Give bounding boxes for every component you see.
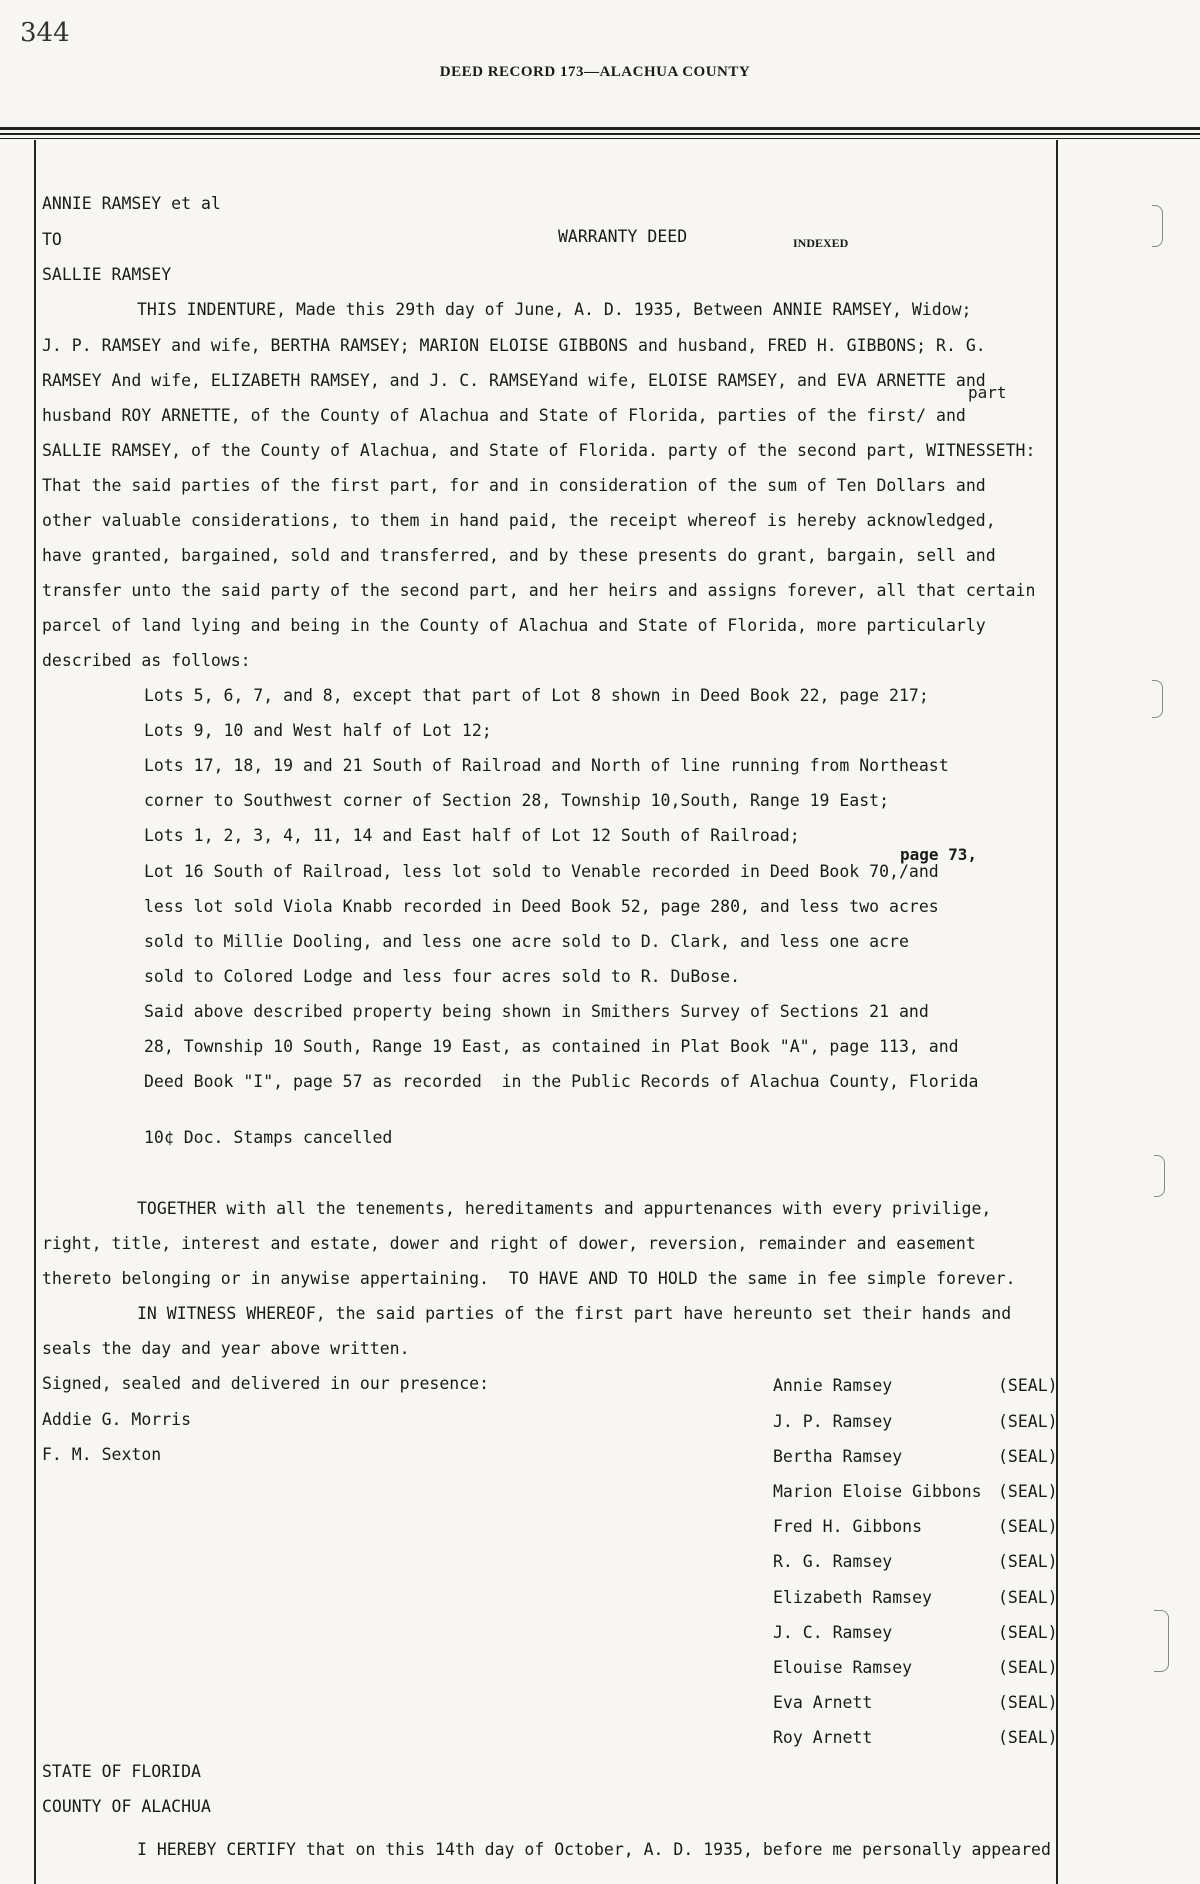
body-line: That the said parties of the first part, for and in consideration of the sum of Ten Dollars and bbox=[42, 476, 986, 495]
property-line: corner to Southwest corner of Section 28, Township 10,South, Range 19 East; bbox=[144, 791, 890, 810]
grantor-heading: ANNIE RAMSEY et al bbox=[42, 194, 221, 213]
property-line: Lots 1, 2, 3, 4, 11, 14 and East half of Lot 12 South of Railroad; bbox=[144, 826, 800, 845]
body-line: parcel of land lying and being in the County of Alachua and State of Florida, more particularly bbox=[42, 616, 986, 635]
seal-label: (SEAL) bbox=[998, 1517, 1058, 1536]
grantee-heading: SALLIE RAMSEY bbox=[42, 265, 172, 284]
seal-label: (SEAL) bbox=[998, 1552, 1058, 1571]
to-heading: TO bbox=[42, 230, 62, 249]
margin-mark bbox=[1152, 205, 1163, 247]
header-rule bbox=[0, 127, 1200, 130]
property-line: Lots 5, 6, 7, and 8, except that part of Lot 8 shown in Deed Book 22, page 217; bbox=[144, 686, 929, 705]
margin-mark bbox=[1152, 680, 1163, 718]
certify-line: I HEREBY CERTIFY that on this 14th day of October, A. D. 1935, before me personally appeared bbox=[137, 1840, 1051, 1859]
property-line: Lots 9, 10 and West half of Lot 12; bbox=[144, 721, 492, 740]
signer-name: Eva Arnett bbox=[773, 1693, 873, 1712]
seal-label: (SEAL) bbox=[998, 1693, 1058, 1712]
seal-label: (SEAL) bbox=[998, 1412, 1058, 1431]
signer-name: Fred H. Gibbons bbox=[773, 1517, 923, 1536]
signer-name: Annie Ramsey bbox=[773, 1376, 893, 1395]
header-rule bbox=[0, 133, 1200, 135]
property-line: Deed Book "I", page 57 as recorded in the Public Records of Alachua County, Florida bbox=[144, 1072, 979, 1091]
body-line: transfer unto the said party of the second part, and her heirs and assigns forever, all that certain bbox=[42, 581, 1036, 600]
property-line: Said above described property being shown in Smithers Survey of Sections 21 and bbox=[144, 1002, 929, 1021]
witness-name: F. M. Sexton bbox=[42, 1445, 162, 1464]
body-line: SALLIE RAMSEY, of the County of Alachua, and State of Florida. party of the second part, WITNESSETH: bbox=[42, 441, 1036, 460]
county-heading: COUNTY OF ALACHUA bbox=[42, 1797, 211, 1816]
part-annotation: part bbox=[968, 383, 1007, 402]
signer-name: R. G. Ramsey bbox=[773, 1552, 893, 1571]
header-rule bbox=[0, 138, 1200, 139]
margin-mark bbox=[1154, 1610, 1169, 1672]
seal-label: (SEAL) bbox=[998, 1658, 1058, 1677]
state-heading: STATE OF FLORIDA bbox=[42, 1762, 201, 1781]
together-line: right, title, interest and estate, dower and right of dower, reversion, remainder and easement bbox=[42, 1234, 976, 1253]
witness-line: seals the day and year above written. bbox=[42, 1339, 410, 1358]
signer-name: J. P. Ramsey bbox=[773, 1412, 893, 1431]
page-number: 344 bbox=[20, 18, 70, 48]
signer-name: Elouise Ramsey bbox=[773, 1658, 913, 1677]
signer-name: Elizabeth Ramsey bbox=[773, 1588, 932, 1607]
property-line: sold to Colored Lodge and less four acres sold to R. DuBose. bbox=[144, 967, 741, 986]
seal-label: (SEAL) bbox=[998, 1623, 1058, 1642]
body-line: other valuable considerations, to them in hand paid, the receipt whereof is hereby acknowledged, bbox=[42, 511, 996, 530]
seal-label: (SEAL) bbox=[998, 1588, 1058, 1607]
together-line: TOGETHER with all the tenements, hereditaments and appurtenances with every privilige, bbox=[137, 1199, 992, 1218]
seal-label: (SEAL) bbox=[998, 1376, 1058, 1395]
body-line: THIS INDENTURE, Made this 29th day of June, A. D. 1935, Between ANNIE RAMSEY, Widow; bbox=[137, 300, 972, 319]
property-line: less lot sold Viola Knabb recorded in Deed Book 52, page 280, and less two acres bbox=[144, 897, 939, 916]
page-frame-left bbox=[34, 140, 36, 1884]
together-line: thereto belonging or in anywise appertaining. TO HAVE AND TO HOLD the same in fee simple forever. bbox=[42, 1269, 1016, 1288]
deed-type: WARRANTY DEED bbox=[558, 227, 688, 246]
indexed-stamp: INDEXED bbox=[793, 236, 849, 250]
presence-label: Signed, sealed and delivered in our presence: bbox=[42, 1374, 490, 1393]
property-line: 28, Township 10 South, Range 19 East, as contained in Plat Book "A", page 113, and bbox=[144, 1037, 959, 1056]
seal-label: (SEAL) bbox=[998, 1447, 1058, 1466]
seal-label: (SEAL) bbox=[998, 1728, 1058, 1747]
witness-name: Addie G. Morris bbox=[42, 1410, 192, 1429]
property-line: sold to Millie Dooling, and less one acre sold to D. Clark, and less one acre bbox=[144, 932, 909, 951]
body-line: J. P. RAMSEY and wife, BERTHA RAMSEY; MARION ELOISE GIBBONS and husband, FRED H. GIBBONS; R. G. bbox=[42, 336, 986, 355]
body-line: have granted, bargained, sold and transferred, and by these presents do grant, bargain, sell and bbox=[42, 546, 996, 565]
margin-mark bbox=[1154, 1155, 1165, 1197]
witness-line: IN WITNESS WHEREOF, the said parties of the first part have hereunto set their hands and bbox=[137, 1304, 1012, 1323]
signer-name: Bertha Ramsey bbox=[773, 1447, 903, 1466]
signer-name: Roy Arnett bbox=[773, 1728, 873, 1747]
seal-label: (SEAL) bbox=[998, 1482, 1058, 1501]
doc-stamps-note: 10¢ Doc. Stamps cancelled bbox=[144, 1128, 393, 1147]
page-annotation: page 73, bbox=[900, 845, 978, 864]
body-line: husband ROY ARNETTE, of the County of Alachua and State of Florida, parties of the first/ and bbox=[42, 406, 966, 425]
property-line: Lot 16 South of Railroad, less lot sold to Venable recorded in Deed Book 70,/and bbox=[144, 862, 939, 881]
record-title: DEED RECORD 173—ALACHUA COUNTY bbox=[439, 64, 751, 80]
body-line: described as follows: bbox=[42, 651, 251, 670]
body-line: RAMSEY And wife, ELIZABETH RAMSEY, and J. C. RAMSEYand wife, ELOISE RAMSEY, and EVA ARNETTE and bbox=[42, 371, 986, 390]
signer-name: Marion Eloise Gibbons bbox=[773, 1482, 982, 1501]
property-line: Lots 17, 18, 19 and 21 South of Railroad and North of line running from Northeast bbox=[144, 756, 949, 775]
signer-name: J. C. Ramsey bbox=[773, 1623, 893, 1642]
